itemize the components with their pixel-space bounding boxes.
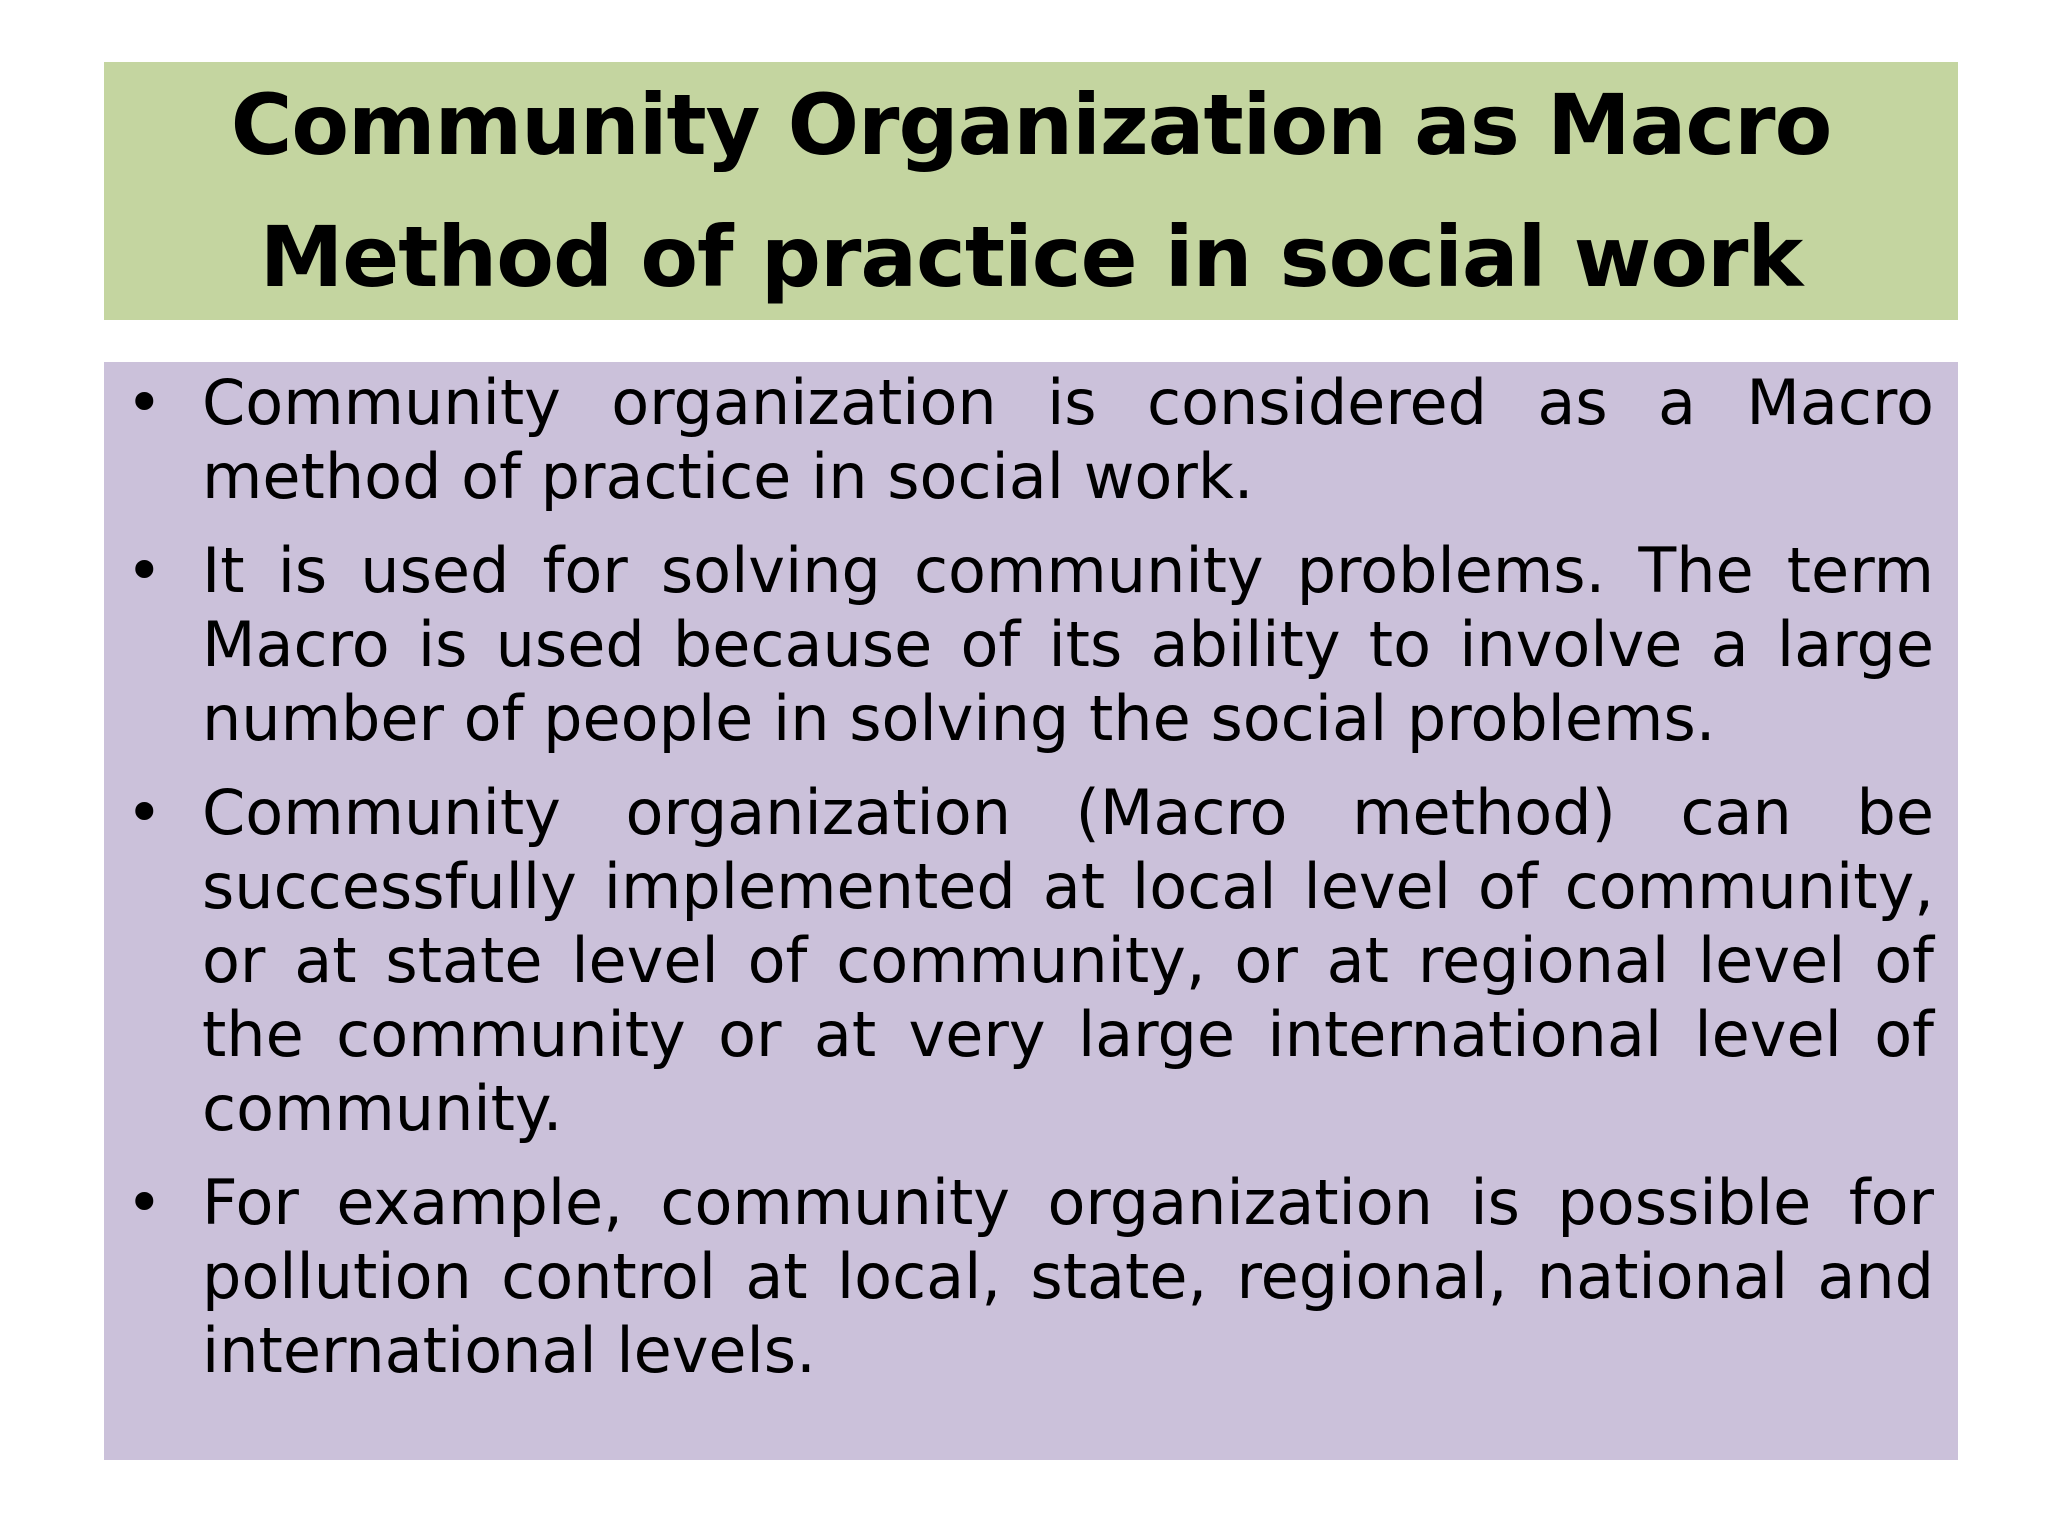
bullet-icon: • [126, 776, 163, 849]
bullet-icon: • [126, 366, 163, 439]
bullet-text: For example, community organization is possible for pollution control at local, state, regional, national and international levels. [202, 1166, 1934, 1387]
bullet-item [104, 534, 1934, 756]
bullet-item [104, 776, 1934, 1146]
slide-title [231, 59, 1832, 323]
bullet-list [104, 366, 1934, 1388]
slide-title-line-1: Community Organization as Macro [230, 76, 1832, 174]
bullet-icon: • [126, 1166, 163, 1239]
bullet-text: Community organization is considered as a Macro method of practice in social work. [202, 366, 1934, 513]
content-panel [104, 362, 1958, 1460]
bullet-item [104, 1166, 1934, 1388]
bullet-text: Community organization (Macro method) can be successfully implemented at local level of community, or at state level of community, or at regional level of the community or at very large international level of community. [202, 776, 1934, 1145]
bullet-icon: • [126, 534, 163, 607]
title-banner [104, 62, 1958, 320]
bullet-text: It is used for solving community problems. The term Macro is used because of its ability to involve a large number of people in solving the social problems. [202, 534, 1934, 755]
slide-title-line-2: Method of practice in social work [259, 208, 1803, 306]
bullet-item [104, 366, 1934, 514]
